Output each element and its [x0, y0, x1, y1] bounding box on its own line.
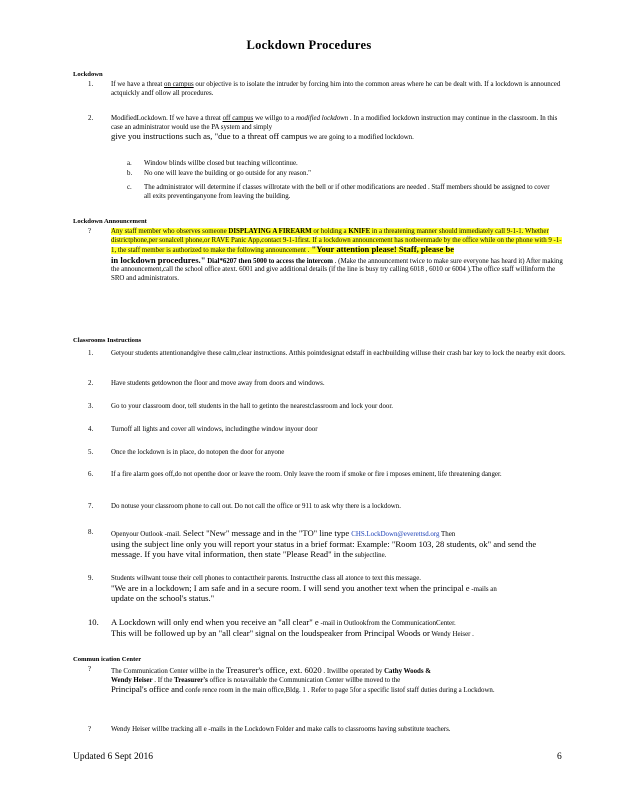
- big-text-run: A Lockdown will only end when you receive an "all clear" e: [111, 617, 319, 627]
- text-run: If we have a threat: [111, 81, 164, 88]
- email-link[interactable]: CHS.LockDown@everettsd.org: [351, 531, 440, 538]
- page-number: 6: [557, 752, 562, 762]
- firearm-bold: DISPLAYING A FIREARM: [228, 228, 312, 235]
- item-text: [111, 115, 566, 143]
- item-text: Have students getdownon the floor and move away from doors and windows.: [111, 380, 325, 387]
- item-number: 1.: [88, 81, 94, 88]
- text-run: . In a modified lockdown instruction may continue in the classroom. In this case an administrator would use the PA system and simply: [111, 115, 558, 131]
- item-number: 6.: [88, 471, 94, 478]
- list-item: [88, 403, 566, 412]
- knife-bold: KNIFE: [348, 228, 371, 235]
- item-bullet: ?: [88, 228, 92, 235]
- item-text: Wendy Heiser willbe tracking all e -mails in the Lockdown Folder and make calls to classrooms having substitute teachers.: [111, 726, 451, 733]
- sub-item: [127, 184, 557, 202]
- sub-label: b.: [127, 170, 133, 177]
- list-item: [88, 426, 566, 435]
- item-number: 10.: [88, 617, 99, 627]
- list-item: [88, 726, 566, 744]
- text-run: . Itwillbe operated by: [321, 668, 385, 675]
- text-run: in a threatening manner should immediately call 9-1-1. Whether districtphone,per sonalcell phone,or RAVE Panic App,contact 9-1-1first. If a lockdown announcement has notbeenmade by the office while on the phone with 9 -1-1, the staff member is authorized to make the following announcement .: [111, 228, 562, 255]
- operator-names: Wendy Heiser: [111, 676, 153, 684]
- treasurers-office: Treasurer's office,: [225, 665, 288, 675]
- item-text: If a fire alarm goes off,do not openthe door or leave the room. Only leave the room if smoke or fire i mposes eminent, life threatening danger.: [111, 471, 502, 478]
- section-heading-lockdown: Lockdown: [73, 71, 103, 78]
- big-text-run: "We are in a lockdown; I am safe and in a secure room. I will send you another text when the principal e: [111, 582, 470, 593]
- item-bullet: ?: [88, 666, 92, 673]
- item-number: 5.: [88, 449, 94, 456]
- sub-text: The administrator will determine if classes willrotate with the bell or if other modifications are needed . Staff members should be assigned to cover all exits preventinganyone from leaving the building.: [144, 184, 550, 200]
- list-item: [88, 666, 566, 712]
- list-item: [88, 115, 566, 151]
- item-text: [111, 81, 566, 98]
- off-campus-underlined: off campus: [222, 115, 254, 122]
- text-run: ModifiedLockdown. If we have a threat: [111, 115, 223, 122]
- list-item: [88, 471, 566, 489]
- text-run: Students willwant touse their cell phones to contacttheir parents. Instructthe class all atonce to text this message.: [111, 575, 421, 582]
- item-text: [111, 666, 566, 696]
- item-number: 7.: [88, 503, 94, 510]
- announcement-quote: "Your attention please! Staff, please be: [309, 244, 455, 255]
- text-run: office is notavailable the Communication Center willbe moved to the: [207, 676, 401, 684]
- list-item: [88, 228, 566, 323]
- item-number: 4.: [88, 426, 94, 433]
- highlighted-text: [111, 228, 562, 254]
- sub-label: c.: [127, 184, 132, 191]
- big-text-run: update on the school's status.": [111, 593, 215, 604]
- text-run: or holding a: [311, 228, 349, 235]
- big-text-run: give you instructions such as, "due to a threat off campus: [111, 131, 308, 142]
- page-title: Lockdown Procedures: [246, 38, 372, 52]
- item-text: Go to your classroom door, tell students in the hall to getinto the nearestclassroom and lock your door.: [111, 403, 393, 410]
- treasurers-bold: Treasurer's: [174, 676, 208, 684]
- item-bullet: ?: [88, 726, 92, 733]
- item-text: [111, 228, 566, 284]
- sub-text: Window blinds willbe closed but teaching willcontinue.: [144, 160, 298, 167]
- announcement-quote-end: in lockdown procedures.": [111, 254, 206, 265]
- sub-label: a.: [127, 160, 132, 167]
- text-run: our objective is to isolate the intruder by forcing him into the common areas where he can be dealt with. If a lockdown is announced actquickly andf ollow all procedures.: [111, 81, 561, 97]
- modified-lockdown-italic: modified lockdown: [295, 115, 349, 122]
- item-number: 9.: [88, 575, 94, 582]
- text-run: Openyour Outlook -mail.: [111, 531, 181, 538]
- item-number: 1.: [88, 350, 94, 357]
- big-text-run: This will be followed up by an "all clear" signal on the loudspeaker from Principal Woods or: [111, 627, 430, 638]
- item-text: Once the lockdown is in place, do notopen the door for anyone: [111, 449, 285, 456]
- section-heading-classrooms: Classrooms Instructions: [73, 337, 142, 344]
- text-run: The Communication Center willbe in the: [111, 668, 226, 675]
- item-text: [111, 618, 566, 639]
- section-heading-communication-center: Commun ication Center: [73, 656, 142, 663]
- list-item: [88, 529, 566, 565]
- sub-text: No one will leave the building or go outside for any reason.": [144, 170, 312, 177]
- text-run: Wendy Heiser .: [429, 630, 474, 638]
- text-run: -mails an: [469, 585, 497, 593]
- list-item: [88, 449, 566, 458]
- text-run: we are going to a modified lockdown.: [307, 134, 414, 142]
- item-number: 3.: [88, 403, 94, 410]
- extension: ext. 6020: [287, 665, 322, 675]
- text-run: -mail in Outlookfrom the CommunicationCenter.: [318, 620, 456, 627]
- list-item: [88, 350, 566, 368]
- text-run: we willgo to a: [253, 115, 296, 122]
- section-heading-announcement: Lockdown Announcement: [73, 218, 147, 225]
- item-number: 2.: [88, 115, 94, 122]
- list-item: [88, 618, 566, 644]
- item-text: [111, 575, 566, 605]
- text-run: Any staff member who observes someone: [111, 228, 229, 235]
- item-text: Turnoff all lights and cover all windows, includingthe window inyour door: [111, 426, 318, 433]
- text-run: . (Make the announcement twice to make sure everyone has heard it) After making the announcement,call the school office atext. 6001 and give additional details (if the line is busy try calling 6018 , 6010 or 6004 ).The office staff willinform the SRO and administrators.: [111, 257, 563, 282]
- text-run: confe rence room in the main office,Bldg. 1 . Refer to page 5for a specific listof staff duties during a Lockdown.: [183, 687, 495, 695]
- list-item: [88, 575, 566, 611]
- dial-intercom-bold: Dial*6207 then 5000 to access the intercom: [205, 257, 333, 265]
- item-number: 8.: [88, 529, 94, 536]
- footer-updated: Updated 6 Sept 2016: [73, 752, 153, 762]
- item-number: 2.: [88, 380, 94, 387]
- big-text-run: Select "New" message and in the "TO" line type: [180, 528, 352, 538]
- item-text: Do notuse your classroom phone to call out. Do not call the office or 911 to ask why there is a lockdown.: [111, 503, 401, 510]
- on-campus-underlined: on campus: [164, 81, 194, 88]
- sub-item: [127, 170, 557, 181]
- sub-item: [127, 160, 557, 169]
- big-text-run: using the subject line only you will report your status in a brief format: Example: "Room 103, 28 students, ok" and send the message. If you have vital information, then state "Please Read" in the: [111, 538, 537, 560]
- principals-office: Principal's office and: [111, 684, 184, 695]
- text-run: Then: [439, 531, 456, 538]
- item-text: [111, 529, 566, 561]
- text-run: . If the: [152, 676, 175, 684]
- list-item: [88, 81, 566, 101]
- list-item: [88, 503, 566, 512]
- item-text: Getyour students attentionandgive these calm,clear instructions. Atthis pointdesignat edstaff in eachbuilding willuse their crash bar key to lock the nearby exit doors.: [111, 350, 566, 357]
- operator-names: Cathy Woods &: [384, 668, 432, 675]
- text-run: subjectline.: [353, 552, 387, 560]
- list-item: [88, 380, 566, 389]
